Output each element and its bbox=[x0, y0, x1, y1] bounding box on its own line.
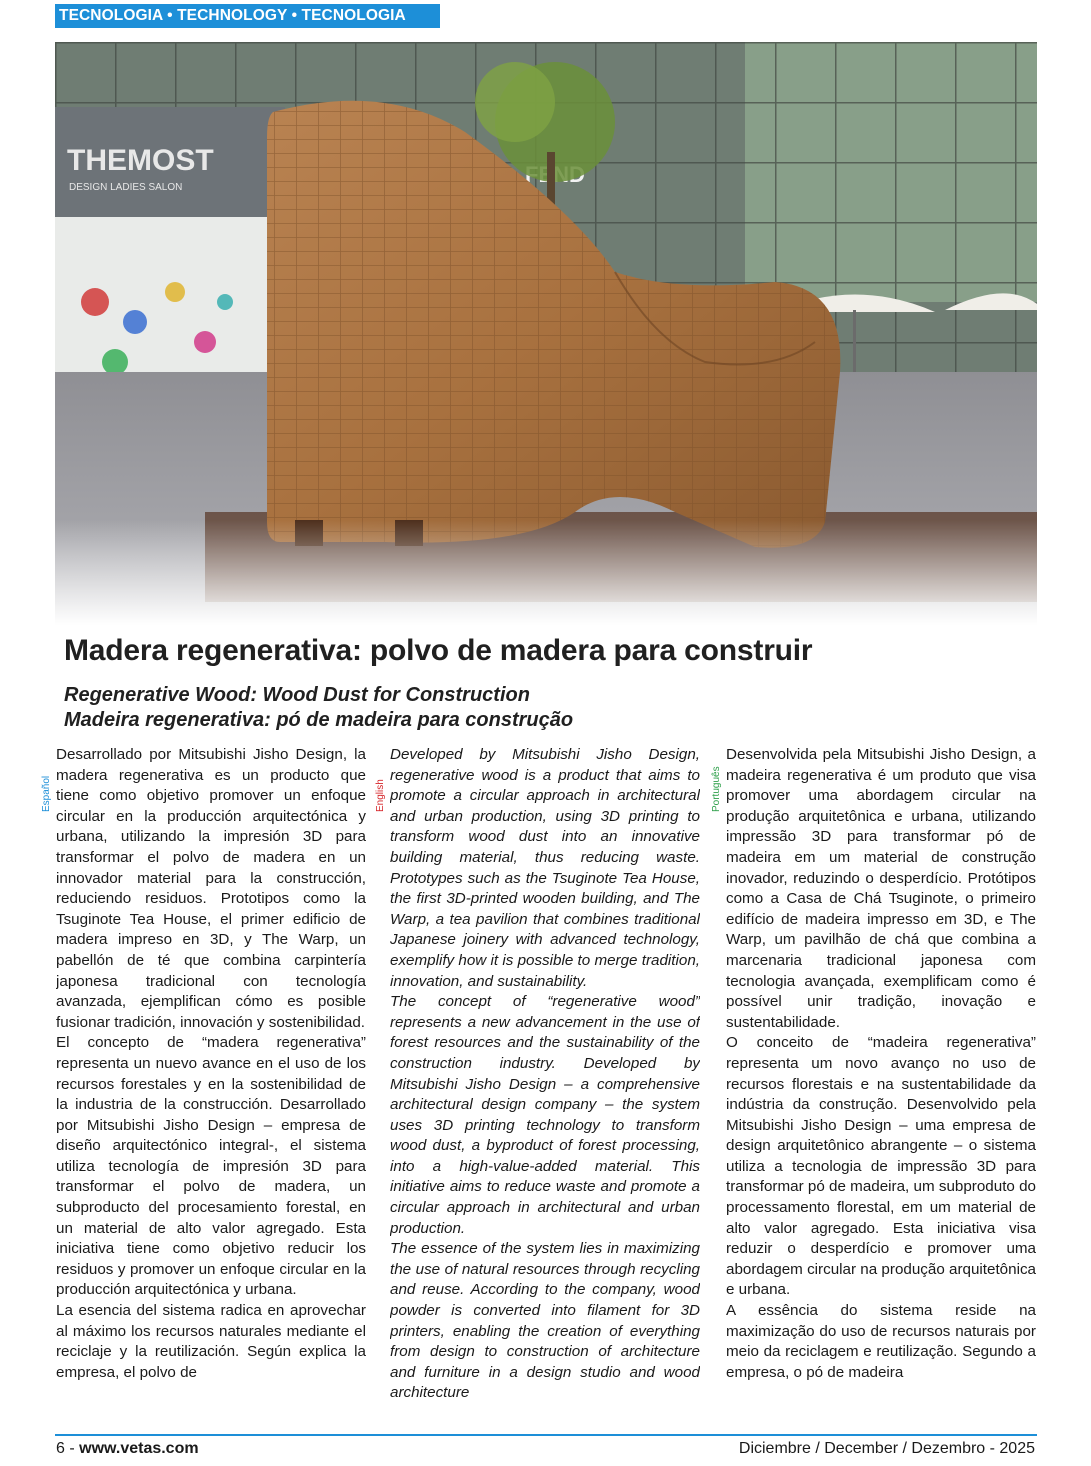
hero-illustration bbox=[55, 42, 1037, 625]
footer-page-info bbox=[56, 1440, 199, 1458]
paragraph: A essência do sistema reside na maximização do uso de recursos naturais por meio da reciclagem e reutilização. Segundo a empresa, o pó de madeira bbox=[726, 1302, 1036, 1381]
paragraph: Developed by Mitsubishi Jisho Design, regenerative wood is a product that aims to promote a circular approach in architectural and urban production, using 3D printing to transform wood dust into an innovative building material, thus reducing waste. Prototypes such as the Tsuginote Tea House, the first 3D-printed wooden building, and The Warp, a tea pavilion that combines traditional Japanese joinery with advanced technology, exemplify how it is possible to merge tradition, innovation, and sustainability. bbox=[390, 746, 700, 990]
paragraph: La esencia del sistema radica en aprovechar al máximo los recursos naturales mediante el reciclaje y la reutilización. Según explica la empresa, el polvo de bbox=[56, 1302, 366, 1381]
paragraph: Desarrollado por Mitsubishi Jisho Design, la madera regenerativa es un producto que tiene como objetivo promover un enfoque circular en la producción arquitectónica y urbana, utilizando la impresión 3D para transformar el polvo de madera en un innovador material para la construcción, reduciendo residuos. Prototipos como la Tsuginote Tea House, el primer edificio de madera impreso en 3D, y The Warp, un pabellón de té que combina carpintería japonesa tradicional con tecnología avanzada, ejemplifican cómo es posible fusionar tradición, innovación y sostenibilidad. bbox=[56, 746, 366, 1031]
website-link[interactable]: www.vetas.com bbox=[79, 1440, 199, 1457]
column-spanish bbox=[56, 745, 366, 1450]
footer-divider bbox=[55, 1434, 1037, 1436]
footer-issue-date: Diciembre / December / Dezembro - 2025 bbox=[738, 1440, 1035, 1457]
section-tag: TECNOLOGIA • TECHNOLOGY • TECNOLOGIA bbox=[55, 4, 440, 28]
language-label-english: English bbox=[375, 779, 386, 812]
page-number: 6 - bbox=[56, 1440, 75, 1457]
article-subtitle-portuguese: Madeira regenerativa: pó de madeira para construção bbox=[64, 709, 574, 731]
language-label-spanish: Español bbox=[41, 775, 52, 812]
paragraph: The concept of “regenerative wood” represents a new advancement in the use of forest resources and the sustainability of the construction industry. Developed by Mitsubishi Jisho Design – a comprehensive architectural design company – the system uses 3D printing technology to transform wood dust, a byproduct of forest processing, into a high-value-added material. This initiative aims to reduce waste and promote a circular approach in architectural and urban production. bbox=[390, 993, 700, 1237]
article-title: Madera regenerativa: polvo de madera para construir bbox=[64, 634, 813, 667]
paragraph: Desenvolvida pela Mitsubishi Jisho Design, a madeira regenerativa é um produto que visa promover uma abordagem circular na produção arquitetônica e urbana, utilizando impressão 3D para transformar pó de madeira em um material de construção inovador, reduzindo o desperdício. Protótipos como a Casa de Chá Tsuginote, o primeiro edifício de madeira impresso em 3D, e The Warp, um pavilhão de chá que combina a marcenaria tradicional japonesa com tecnologia avançada, exemplificam como é possível unir tradição, inovação e sustentabilidade. bbox=[726, 746, 1036, 1031]
article-subtitle-english: Regenerative Wood: Wood Dust for Construction bbox=[64, 684, 530, 706]
hero-photo bbox=[55, 42, 1037, 625]
column-portuguese bbox=[726, 745, 1036, 1450]
language-label-portuguese: Português bbox=[711, 766, 722, 812]
column-english bbox=[390, 745, 700, 1450]
paragraph: O conceito de “madeira regenerativa” representa um novo avanço no uso de recursos florestais e na sustentabilidade da indústria da construção. Desenvolvido pela Mitsubishi Jisho Design – uma empresa de design arquitetônico abrangente – o sistema utiliza a tecnologia de impressão 3D para transformar pó de madeira, um subproduto do processamento florestal, em um material de alto valor agregado. Esta iniciativa visa reduzir o desperdício e promover uma abordagem circular na produção arquitetônica e urbana. bbox=[726, 1034, 1036, 1299]
paragraph: El concepto de “madera regenerativa” representa un nuevo avance en el uso de los recursos forestales y en la sostenibilidad de la industria de la construcción. Desarrollado por Mitsubishi Jisho Design – empresa de diseño arquitectónico integral-, el sistema utiliza tecnología de impresión 3D para transformar el polvo de madera, un subproducto del procesamiento forestal, en un material de alto valor agregado. Esta iniciativa tiene como objetivo reducir los residuos y promover un enfoque circular en la producción arquitectónica y urbana. bbox=[56, 1034, 366, 1299]
paragraph: The essence of the system lies in maximizing the use of natural resources through recycling and reuse. According to the company, wood powder is converted into filament for 3D printers, enabling the creation of everything from design to construction of architecture and furniture in a design studio and wood architecture bbox=[390, 1240, 700, 1402]
